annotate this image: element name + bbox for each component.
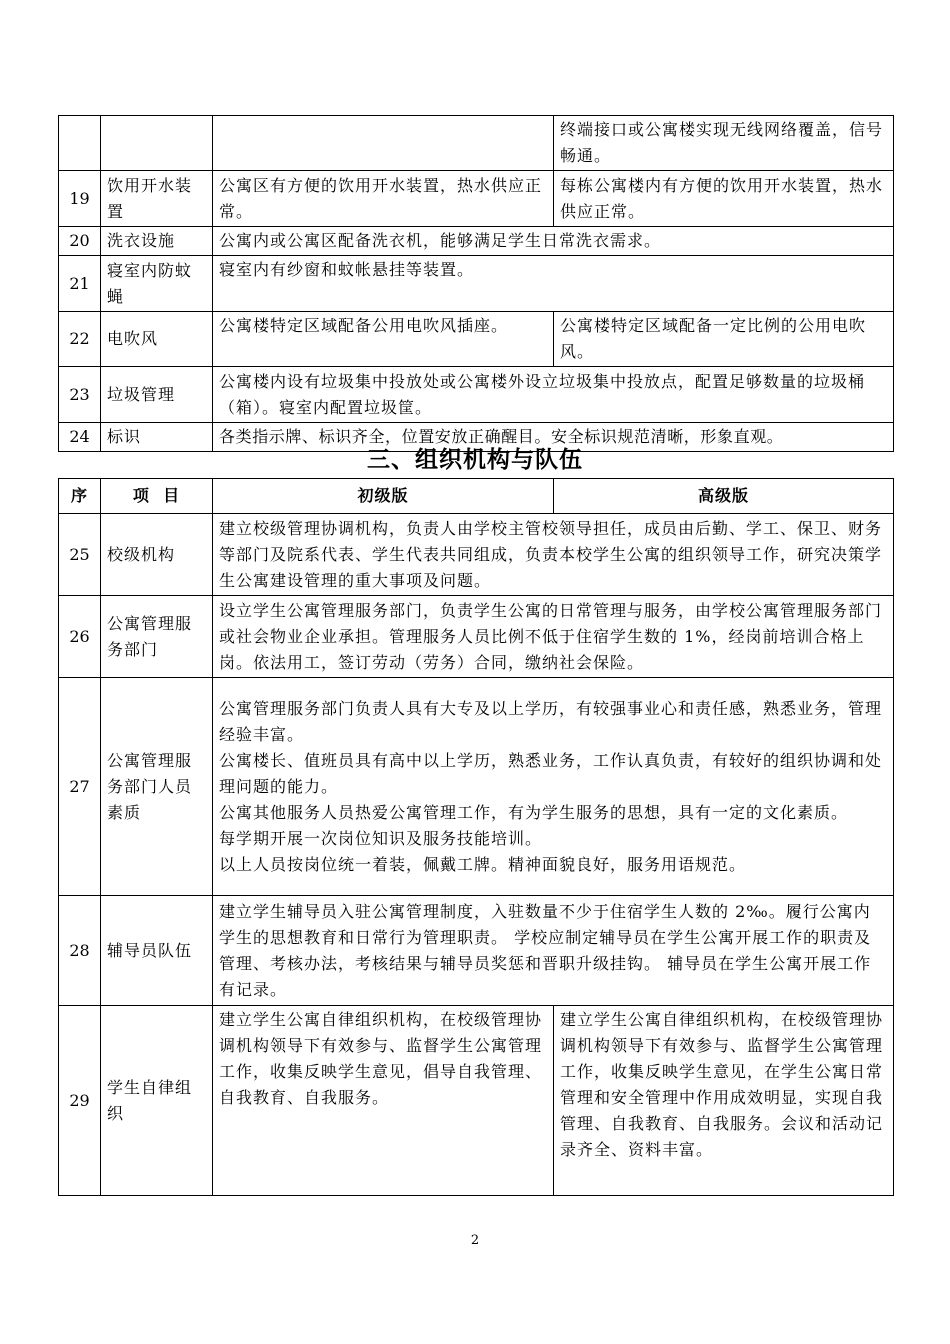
- table-row: [59, 116, 894, 171]
- table-row: [59, 367, 894, 423]
- item-name: [101, 116, 213, 171]
- facilities-table-continued: [58, 115, 894, 452]
- table-row: [59, 256, 894, 312]
- header-number: 序: [59, 479, 101, 514]
- paragraph: 公寓其他服务人员热爱公寓管理工作，有为学生服务的思想，具有一定的文化素质。: [219, 802, 849, 822]
- basic-standard: 公寓楼特定区域配备公用电吹风插座。: [213, 312, 554, 367]
- paragraph: 每学期开展一次岗位知识及服务技能培训。: [219, 828, 543, 848]
- advanced-standard: 建立学生公寓自律组织机构，在校级管理协调机构领导下有效参与、监督学生公寓管理工作，收集反映学生意见，在学生公寓日常管理和安全管理中作用成效明显，实现自我管理、自我教育、自我服务。会议和活动记录齐全、资料丰富。: [554, 1006, 894, 1196]
- item-name: 辅导员队伍: [101, 896, 213, 1006]
- organization-table: [58, 478, 894, 1196]
- table-row: [59, 1006, 894, 1196]
- item-name: 学生自律组织: [101, 1006, 213, 1196]
- header-basic: 初级版: [213, 479, 554, 514]
- paragraph: 公寓管理服务部门负责人具有大专及以上学历，有较强事业心和责任感，熟悉业务，管理经验丰富。: [219, 698, 883, 744]
- table-row: [59, 896, 894, 1006]
- basic-standard: 公寓区有方便的饮用开水装置，热水供应正常。: [213, 171, 554, 227]
- item-name: 垃圾管理: [101, 367, 213, 423]
- paragraph: 公寓楼长、值班员具有高中以上学历，熟悉业务，工作认真负责，有较好的组织协调和处理问题的能力。: [219, 750, 883, 796]
- item-name: 校级机构: [101, 514, 213, 596]
- row-number: 26: [59, 596, 101, 678]
- table-row: [59, 171, 894, 227]
- row-number: 24: [59, 423, 101, 452]
- item-name: 饮用开水装置: [101, 171, 213, 227]
- table-row: [59, 227, 894, 256]
- table-row: [59, 514, 894, 596]
- table-row: [59, 596, 894, 678]
- merged-standard: 公寓楼内设有垃圾集中投放处或公寓楼外设立垃圾集中投放点，配置足够数量的垃圾桶（箱）。寝室内配置垃圾筐。: [213, 367, 894, 423]
- row-number: 23: [59, 367, 101, 423]
- row-number: 21: [59, 256, 101, 312]
- merged-standard: 建立学生辅导员入驻公寓管理制度，入驻数量不少于住宿学生人数的 2‰。履行公寓内学生的思想教育和日常行为管理职责。 学校应制定辅导员在学生公寓开展工作的职责及管理、考核办法，考核结果与辅导员奖惩和晋职升级挂钩。 辅导员在学生公寓开展工作有记录。: [213, 896, 894, 1006]
- basic-standard: [213, 116, 554, 171]
- header-advanced: 高级版: [554, 479, 894, 514]
- row-number: 19: [59, 171, 101, 227]
- merged-standard: [213, 678, 894, 896]
- page-number: 2: [470, 1233, 480, 1248]
- merged-standard: 各类指示牌、标识齐全，位置安放正确醒目。安全标识规范清晰，形象直观。: [213, 423, 894, 452]
- item-name: 寝室内防蚊蝇: [101, 256, 213, 312]
- table-row: [59, 678, 894, 896]
- row-number: 22: [59, 312, 101, 367]
- item-name: 电吹风: [101, 312, 213, 367]
- header-item: 项 目: [101, 479, 213, 514]
- row-number: [59, 116, 101, 171]
- item-name: 公寓管理服务部门人员素质: [101, 678, 213, 896]
- table-header-row: [59, 479, 894, 514]
- paragraph: 以上人员按岗位统一着装，佩戴工牌。精神面貌良好，服务用语规范。: [219, 854, 747, 874]
- section-title: 三、组织机构与队伍: [367, 447, 583, 473]
- advanced-standard: 每栋公寓楼内有方便的饮用开水装置，热水供应正常。: [554, 171, 894, 227]
- item-name: 标识: [101, 423, 213, 452]
- row-number: 20: [59, 227, 101, 256]
- row-number: 29: [59, 1006, 101, 1196]
- row-number: 27: [59, 678, 101, 896]
- item-name: 洗衣设施: [101, 227, 213, 256]
- merged-standard: 寝室内有纱窗和蚊帐悬挂等装置。: [213, 256, 894, 312]
- row-number: 25: [59, 514, 101, 596]
- merged-standard: 建立校级管理协调机构，负责人由学校主管校领导担任，成员由后勤、学工、保卫、财务等部门及院系代表、学生代表共同组成，负责本校学生公寓的组织领导工作，研究决策学生公寓建设管理的重大事项及问题。: [213, 514, 894, 596]
- advanced-standard: 终端接口或公寓楼实现无线网络覆盖，信号畅通。: [554, 116, 894, 171]
- item-name: 公寓管理服务部门: [101, 596, 213, 678]
- table-row: [59, 312, 894, 367]
- basic-standard: 建立学生公寓自律组织机构，在校级管理协调机构领导下有效参与、监督学生公寓管理工作，收集反映学生意见，倡导自我管理、自我教育、自我服务。: [213, 1006, 554, 1196]
- merged-standard: 设立学生公寓管理服务部门，负责学生公寓的日常管理与服务，由学校公寓管理服务部门或社会物业企业承担。管理服务人员比例不低于住宿学生数的 1%，经岗前培训合格上岗。依法用工，签订劳动（劳务）合同，缴纳社会保险。: [213, 596, 894, 678]
- merged-standard: 公寓内或公寓区配备洗衣机，能够满足学生日常洗衣需求。: [213, 227, 894, 256]
- row-number: 28: [59, 896, 101, 1006]
- advanced-standard: 公寓楼特定区域配备一定比例的公用电吹风。: [554, 312, 894, 367]
